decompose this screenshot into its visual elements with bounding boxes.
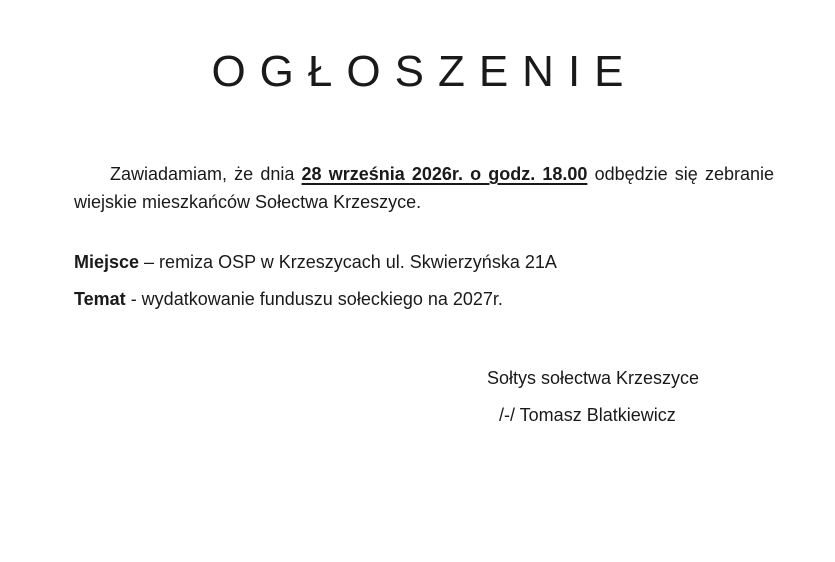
topic-label: Temat (74, 289, 126, 309)
announcement-paragraph (74, 160, 774, 216)
topic-line (74, 287, 503, 311)
meeting-date: 28 września 2026r. o godz. 18.00 (301, 164, 588, 184)
signature-role: Sołtys sołectwa Krzeszyce (487, 368, 700, 388)
paragraph-intro: Zawiadamiam, że dnia (110, 164, 302, 184)
paragraph-rest: odbędzie się zebranie wiejskie mieszkańców Sołectwa Krzeszyce. (74, 164, 774, 212)
signature-name: /-/ Tomasz Blatkiewicz (499, 405, 676, 425)
place-label: Miejsce (74, 252, 140, 272)
page-title: OGŁOSZENIE (211, 47, 638, 96)
place-text: – remiza OSP w Krzeszycach ul. Skwierzyńska 21A (139, 252, 557, 272)
topic-text: - wydatkowanie funduszu sołeckiego na 2027r. (125, 289, 503, 309)
place-line (74, 250, 557, 274)
